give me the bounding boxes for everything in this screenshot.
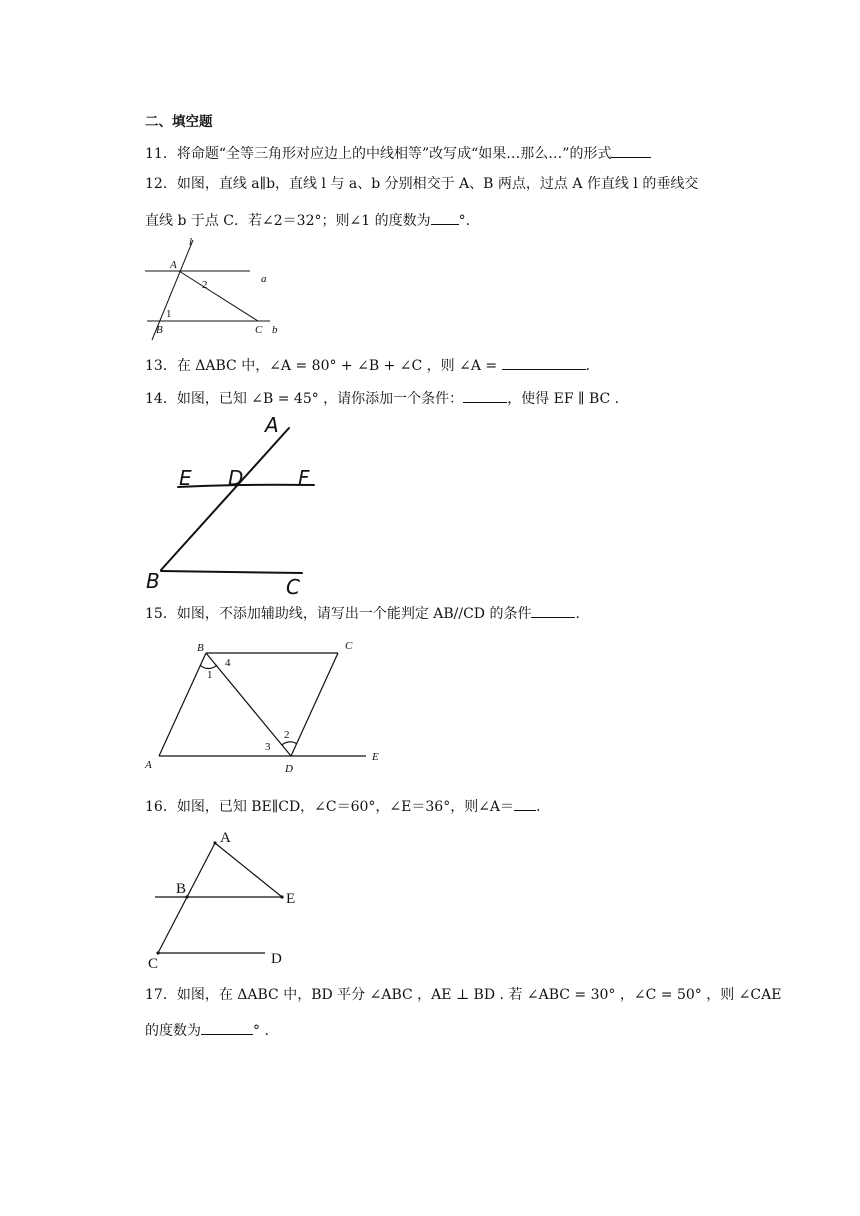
label-E: E [179, 466, 192, 490]
label-E: E [286, 891, 296, 907]
label-b: b [272, 324, 278, 336]
label-D: D [228, 466, 244, 490]
label-F: F [298, 466, 310, 490]
label-B: B [156, 324, 163, 336]
answer-blank[interactable] [514, 796, 536, 811]
answer-blank[interactable] [531, 603, 575, 618]
label-D: D [271, 951, 282, 967]
perpendicular-ac [179, 271, 258, 321]
question-12-line-1: 12．如图，直线 a∥b，直线 l 与 a、b 分别相交于 A、B 两点，过点 A 作直线 l 的垂线交 [145, 176, 699, 192]
question-13 [145, 355, 590, 376]
label-angle-4: 4 [225, 657, 231, 669]
label-E: E [372, 751, 379, 763]
label-angle-3: 3 [265, 741, 271, 753]
question-12-suffix: °. [458, 213, 471, 229]
question-14-text: 14．如图，已知 ∠B = 45° ，请你添加一个条件： [145, 391, 464, 407]
segment-ab [159, 653, 206, 756]
label-C: C [286, 575, 300, 599]
question-16-text: 16．如图，已知 BE∥CD，∠C＝60°，∠E＝36°，则∠A＝ [145, 799, 515, 815]
label-A: A [220, 830, 231, 846]
label-B: B [197, 642, 204, 654]
question-14 [145, 388, 619, 409]
label-B: B [146, 569, 160, 593]
section-title: 二、填空题 [145, 114, 213, 130]
label-l: l [189, 236, 193, 248]
segment-cd [291, 653, 338, 756]
answer-blank[interactable] [463, 388, 507, 403]
answer-blank[interactable] [201, 1020, 253, 1035]
answer-blank[interactable] [502, 355, 586, 370]
line-bc [161, 571, 302, 573]
question-17-suffix: ° . [253, 1023, 269, 1039]
label-A: A [265, 413, 279, 437]
line-ef [178, 485, 314, 487]
label-angle-2: 2 [202, 279, 208, 291]
label-A: A [170, 259, 177, 271]
question-17-line-1: 17．如图，在 ΔABC 中，BD 平分 ∠ABC ，AE ⊥ BD . 若 ∠ABC = 30° ，∠C = 50° ，则 ∠CAE [145, 987, 782, 1003]
question-15-suffix: . [575, 606, 580, 622]
question-14-suffix: ，使得 EF ∥ BC . [507, 391, 620, 407]
question-15 [145, 603, 580, 624]
label-C: C [345, 640, 353, 652]
label-A: A [145, 759, 152, 771]
angle-arc-b [200, 665, 217, 669]
question-17-text: 的度数为 [145, 1023, 201, 1039]
label-angle-2: 2 [284, 729, 290, 741]
question-15-text: 15．如图，不添加辅助线，请写出一个能判定 AB//CD 的条件 [145, 606, 532, 622]
question-17-line-2 [145, 1020, 269, 1041]
label-C: C [255, 324, 263, 336]
line-ab [161, 428, 289, 570]
label-B: B [176, 881, 187, 897]
question-16-suffix: . [536, 799, 541, 815]
label-C: C [148, 956, 159, 972]
label-a: a [261, 273, 267, 285]
question-13-text: 13．在 ΔABC 中，∠A = 80° + ∠B + ∠C ，则 ∠A = [145, 358, 502, 374]
label-D: D [285, 763, 293, 775]
question-13-suffix: . [585, 358, 591, 374]
label-angle-1: 1 [166, 308, 172, 320]
diagonal-bd [206, 653, 291, 756]
segment-ae [215, 843, 282, 897]
question-11-text: 11．将命题“全等三角形对应边上的中线相等”改写成“如果…那么…”的形式 [145, 146, 612, 162]
label-angle-1: 1 [207, 669, 213, 681]
angle-arc-d [282, 742, 297, 745]
question-12-text: 直线 b 于点 C．若∠2＝32°；则∠1 的度数为 [145, 213, 431, 229]
question-16 [145, 796, 541, 817]
